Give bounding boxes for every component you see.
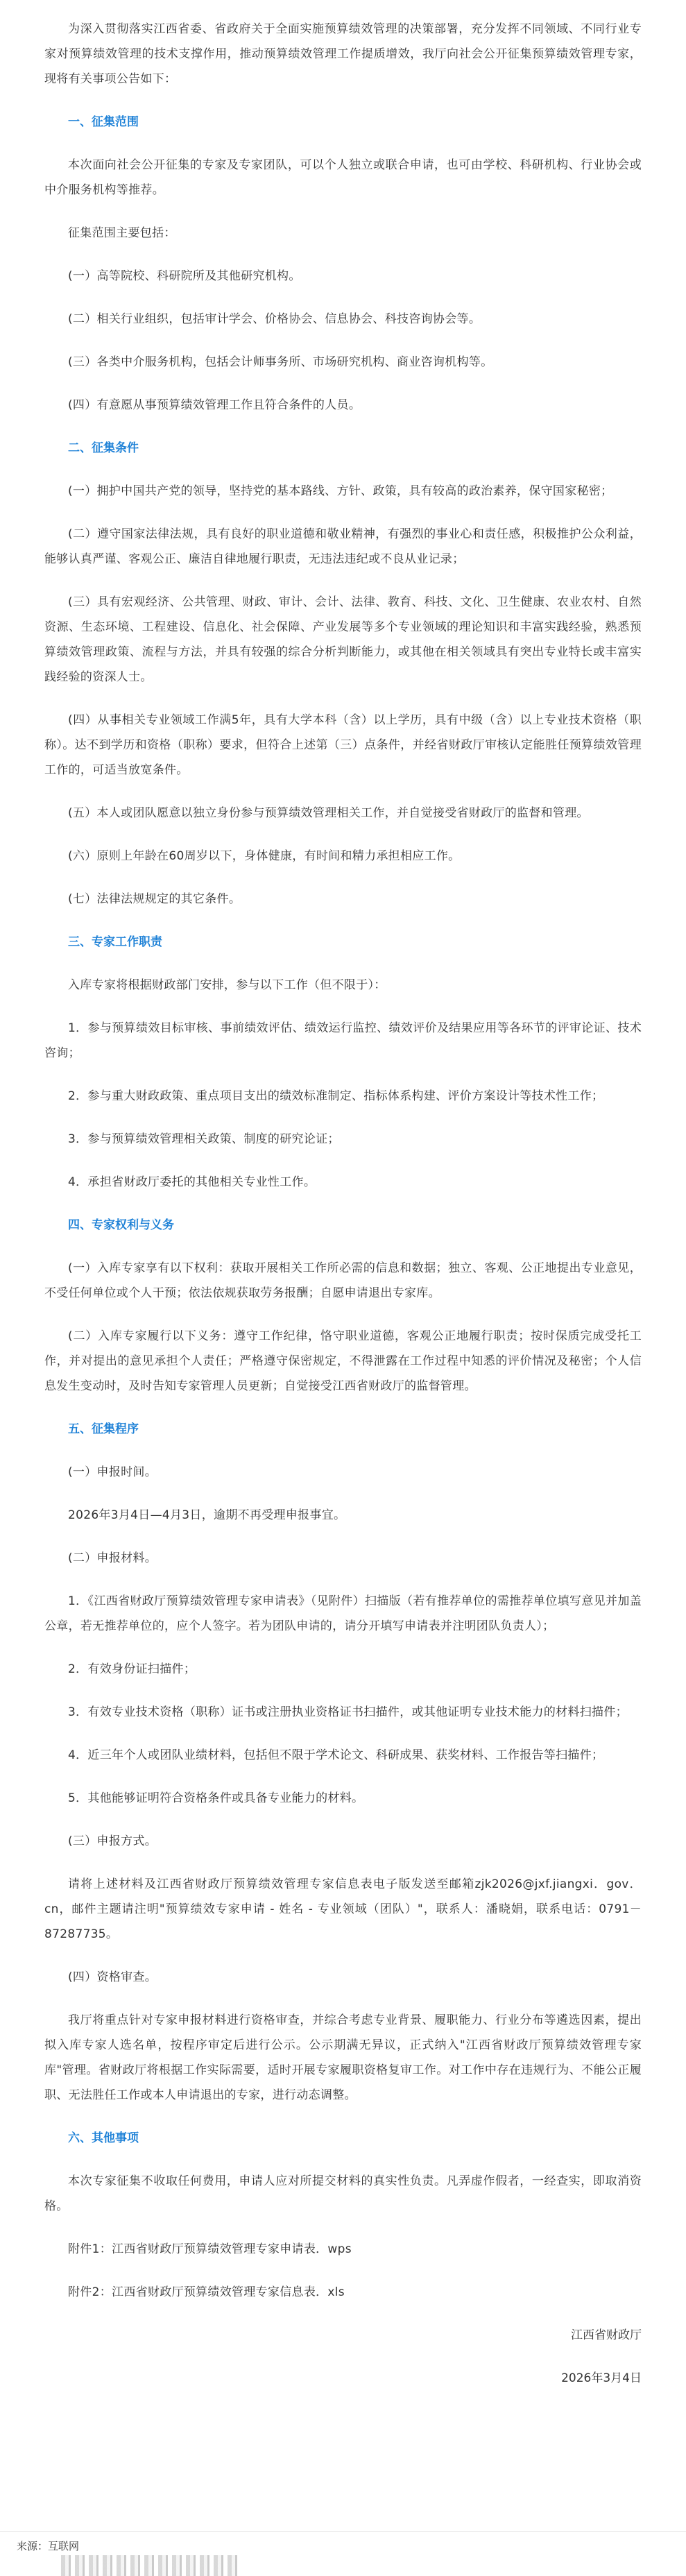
paragraph: 3．有效专业技术资格（职称）证书或注册执业资格证书扫描件，或其他证明专业技术能力的材料扫描件； bbox=[68, 1705, 628, 1719]
paragraph: 5．其他能够证明符合资格条件或具备专业能力的材料。 bbox=[68, 1791, 364, 1805]
paragraph: (四）有意愿从事预算绩效管理工作且符合条件的人员。 bbox=[68, 398, 361, 412]
paragraph: (七）法律法规规定的其它条件。 bbox=[68, 892, 241, 906]
paragraph: (三）申报方式。 bbox=[68, 1834, 157, 1848]
source-line bbox=[17, 2539, 669, 2554]
paragraph: (二）申报材料。 bbox=[68, 1551, 157, 1565]
paragraph: (一）拥护中国共产党的领导，坚持党的基本路线、方针、政策，具有较高的政治素养，保守国家秘密； bbox=[68, 484, 613, 498]
paragraph: (六）原则上年龄在60周岁以下，身体健康，有时间和精力承担相应工作。 bbox=[68, 849, 461, 863]
paragraph: (三）具有宏观经济、公共管理、财政、审计、会计、法律、教育、科技、文化、卫生健康、农业农村、自然资源、生态环境、工程建设、信息化、社会保障、产业发展等多个专业领域的理论知识和丰富实践经验，熟悉预算绩效管理政策、流程与方法，并具有较强的综合分析判断能力，或其他在相关领域具有突出专业特长或丰富实践经验的资深人士。 bbox=[44, 595, 642, 684]
paragraph: 附件2：江西省财政厅预算绩效管理专家信息表．xls bbox=[68, 2285, 345, 2299]
paragraph: 本次面向社会公开征集的专家及专家团队，可以个人独立或联合申请，也可由学校、科研机构、行业协会或中介服务机构等推荐。 bbox=[44, 158, 642, 197]
paragraph: (一）入库专家享有以下权利：获取开展相关工作所必需的信息和数据；独立、客观、公正地提出专业意见，不受任何单位或个人干预；依法依规获取劳务报酬；自愿申请退出专家库。 bbox=[44, 1261, 642, 1300]
section-heading: 六、其他事项 bbox=[68, 2131, 139, 2145]
paragraph: 本次专家征集不收取任何费用，申请人应对所提交材料的真实性负责。凡弄虚作假者，一经查实，即取消资格。 bbox=[44, 2174, 642, 2213]
paragraph: 1．《江西省财政厅预算绩效管理专家申请表》（见附件）扫描版（若有推荐单位的需推荐单位填写意见并加盖公章，若无推荐单位的，应个人签字。若为团队申请的，请分开填写申请表并注明团队负责人）； bbox=[44, 1594, 642, 1633]
paragraph: (二）遵守国家法律法规，具有良好的职业道德和敬业精神，有强烈的事业心和责任感，积极推护公众利益，能够认真严谨、客观公正、廉洁自律地履行职责，无违法违纪或不良从业记录； bbox=[44, 527, 642, 566]
paragraph: 征集范围主要包括： bbox=[68, 226, 176, 240]
section-heading: 五、征集程序 bbox=[68, 1422, 139, 1436]
paragraph: 为深入贯彻落实江西省委、省政府关于全面实施预算绩效管理的决策部署，充分发挥不同领域、不同行业专家对预算绩效管理的技术支撑作用，推动预算绩效管理工作提质增效，我厅向社会公开征集预算绩效管理专家，现将有关事项公告如下： bbox=[44, 22, 642, 86]
section-heading: 三、专家工作职责 bbox=[68, 935, 162, 949]
qr-code-image bbox=[61, 2555, 241, 2576]
paragraph: 2026年3月4日—4月3日，逾期不再受理申报事宜。 bbox=[68, 1508, 346, 1522]
paragraph: 附件1：江西省财政厅预算绩效管理专家申请表．wps bbox=[68, 2242, 352, 2256]
section-heading: 四、专家权利与义务 bbox=[68, 1218, 174, 1232]
source-value: 互联网 bbox=[48, 2540, 80, 2552]
paragraph: 2．有效身份证扫描件； bbox=[68, 1662, 196, 1676]
paragraph: 1．参与预算绩效目标审核、事前绩效评估、绩效运行监控、绩效评价及结果应用等各环节的评审论证、技术咨询； bbox=[44, 1021, 642, 1060]
paragraph: 4．近三年个人或团队业绩材料，包括但不限于学术论文、科研成果、获奖材料、工作报告等扫描件； bbox=[68, 1748, 604, 1762]
signature-org: 江西省财政厅 bbox=[571, 2328, 642, 2342]
article-footer bbox=[0, 2531, 686, 2575]
paragraph: (二）相关行业组织，包括审计学会、价格协会、信息协会、科技咨询协会等。 bbox=[68, 312, 481, 326]
paragraph: (四）从事相关专业领域工作满5年，具有大学本科（含）以上学历，具有中级（含）以上专业技术资格（职称）。达不到学历和资格（职称）要求，但符合上述第（三）点条件，并经省财政厅审核认定能胜任预算绩效管理工作的，可适当放宽条件。 bbox=[44, 713, 642, 777]
section-heading: 二、征集条件 bbox=[68, 441, 139, 455]
paragraph: 4．承担省财政厅委托的其他相关专业性工作。 bbox=[68, 1175, 316, 1189]
paragraph: 3．参与预算绩效管理相关政策、制度的研究论证； bbox=[68, 1132, 340, 1146]
source-label: 来源： bbox=[17, 2540, 49, 2552]
section-heading: 一、征集范围 bbox=[68, 115, 139, 129]
paragraph: (一）高等院校、科研院所及其他研究机构。 bbox=[68, 269, 301, 283]
paragraph: 我厅将重点针对专家申报材料进行资格审查，并综合考虑专业背景、履职能力、行业分布等遴选因素，提出拟入库专家人选名单，按程序审定后进行公示。公示期满无异议，正式纳入"江西省财政厅预算绩效管理专家库"管理。省财政厅将根据工作实际需要，适时开展专家履职资格复审工作。对工作中存在违规行为、不能公正履职、无法胜任工作或本人申请退出的专家，进行动态调整。 bbox=[44, 2013, 642, 2102]
paragraph: (五）本人或团队愿意以独立身份参与预算绩效管理相关工作，并自觉接受省财政厅的监督和管理。 bbox=[68, 806, 589, 820]
paragraph: (四）资格审查。 bbox=[68, 1970, 157, 1984]
paragraph: (二）入库专家履行以下义务：遵守工作纪律，恪守职业道德，客观公正地履行职责；按时保质完成受托工作，并对提出的意见承担个人责任；严格遵守保密规定，不得泄露在工作过程中知悉的评价情况及秘密；个人信息发生变动时，及时告知专家管理人员更新；自觉接受江西省财政厅的监督管理。 bbox=[44, 1329, 642, 1393]
signature-date: 2026年3月4日 bbox=[561, 2371, 642, 2385]
paragraph: (三）各类中介服务机构，包括会计师事务所、市场研究机构、商业咨询机构等。 bbox=[68, 355, 493, 369]
paragraph: 2．参与重大财政政策、重点项目支出的绩效标准制定、指标体系构建、评价方案设计等技术性工作； bbox=[68, 1089, 604, 1103]
paragraph: 入库专家将根据财政部门安排，参与以下工作（但不限于）： bbox=[68, 978, 386, 992]
paragraph: 请将上述材料及江西省财政厅预算绩效管理专家信息表电子版发送至邮箱zjk2026@jxf.jiangxi．gov．cn，邮件主题请注明"预算绩效专家申请 - 姓名 - 专业领域（团队）"，联系人：潘晓娟，联系电话：0791－87287735。 bbox=[44, 1877, 642, 1941]
paragraph: (一）申报时间。 bbox=[68, 1465, 157, 1479]
